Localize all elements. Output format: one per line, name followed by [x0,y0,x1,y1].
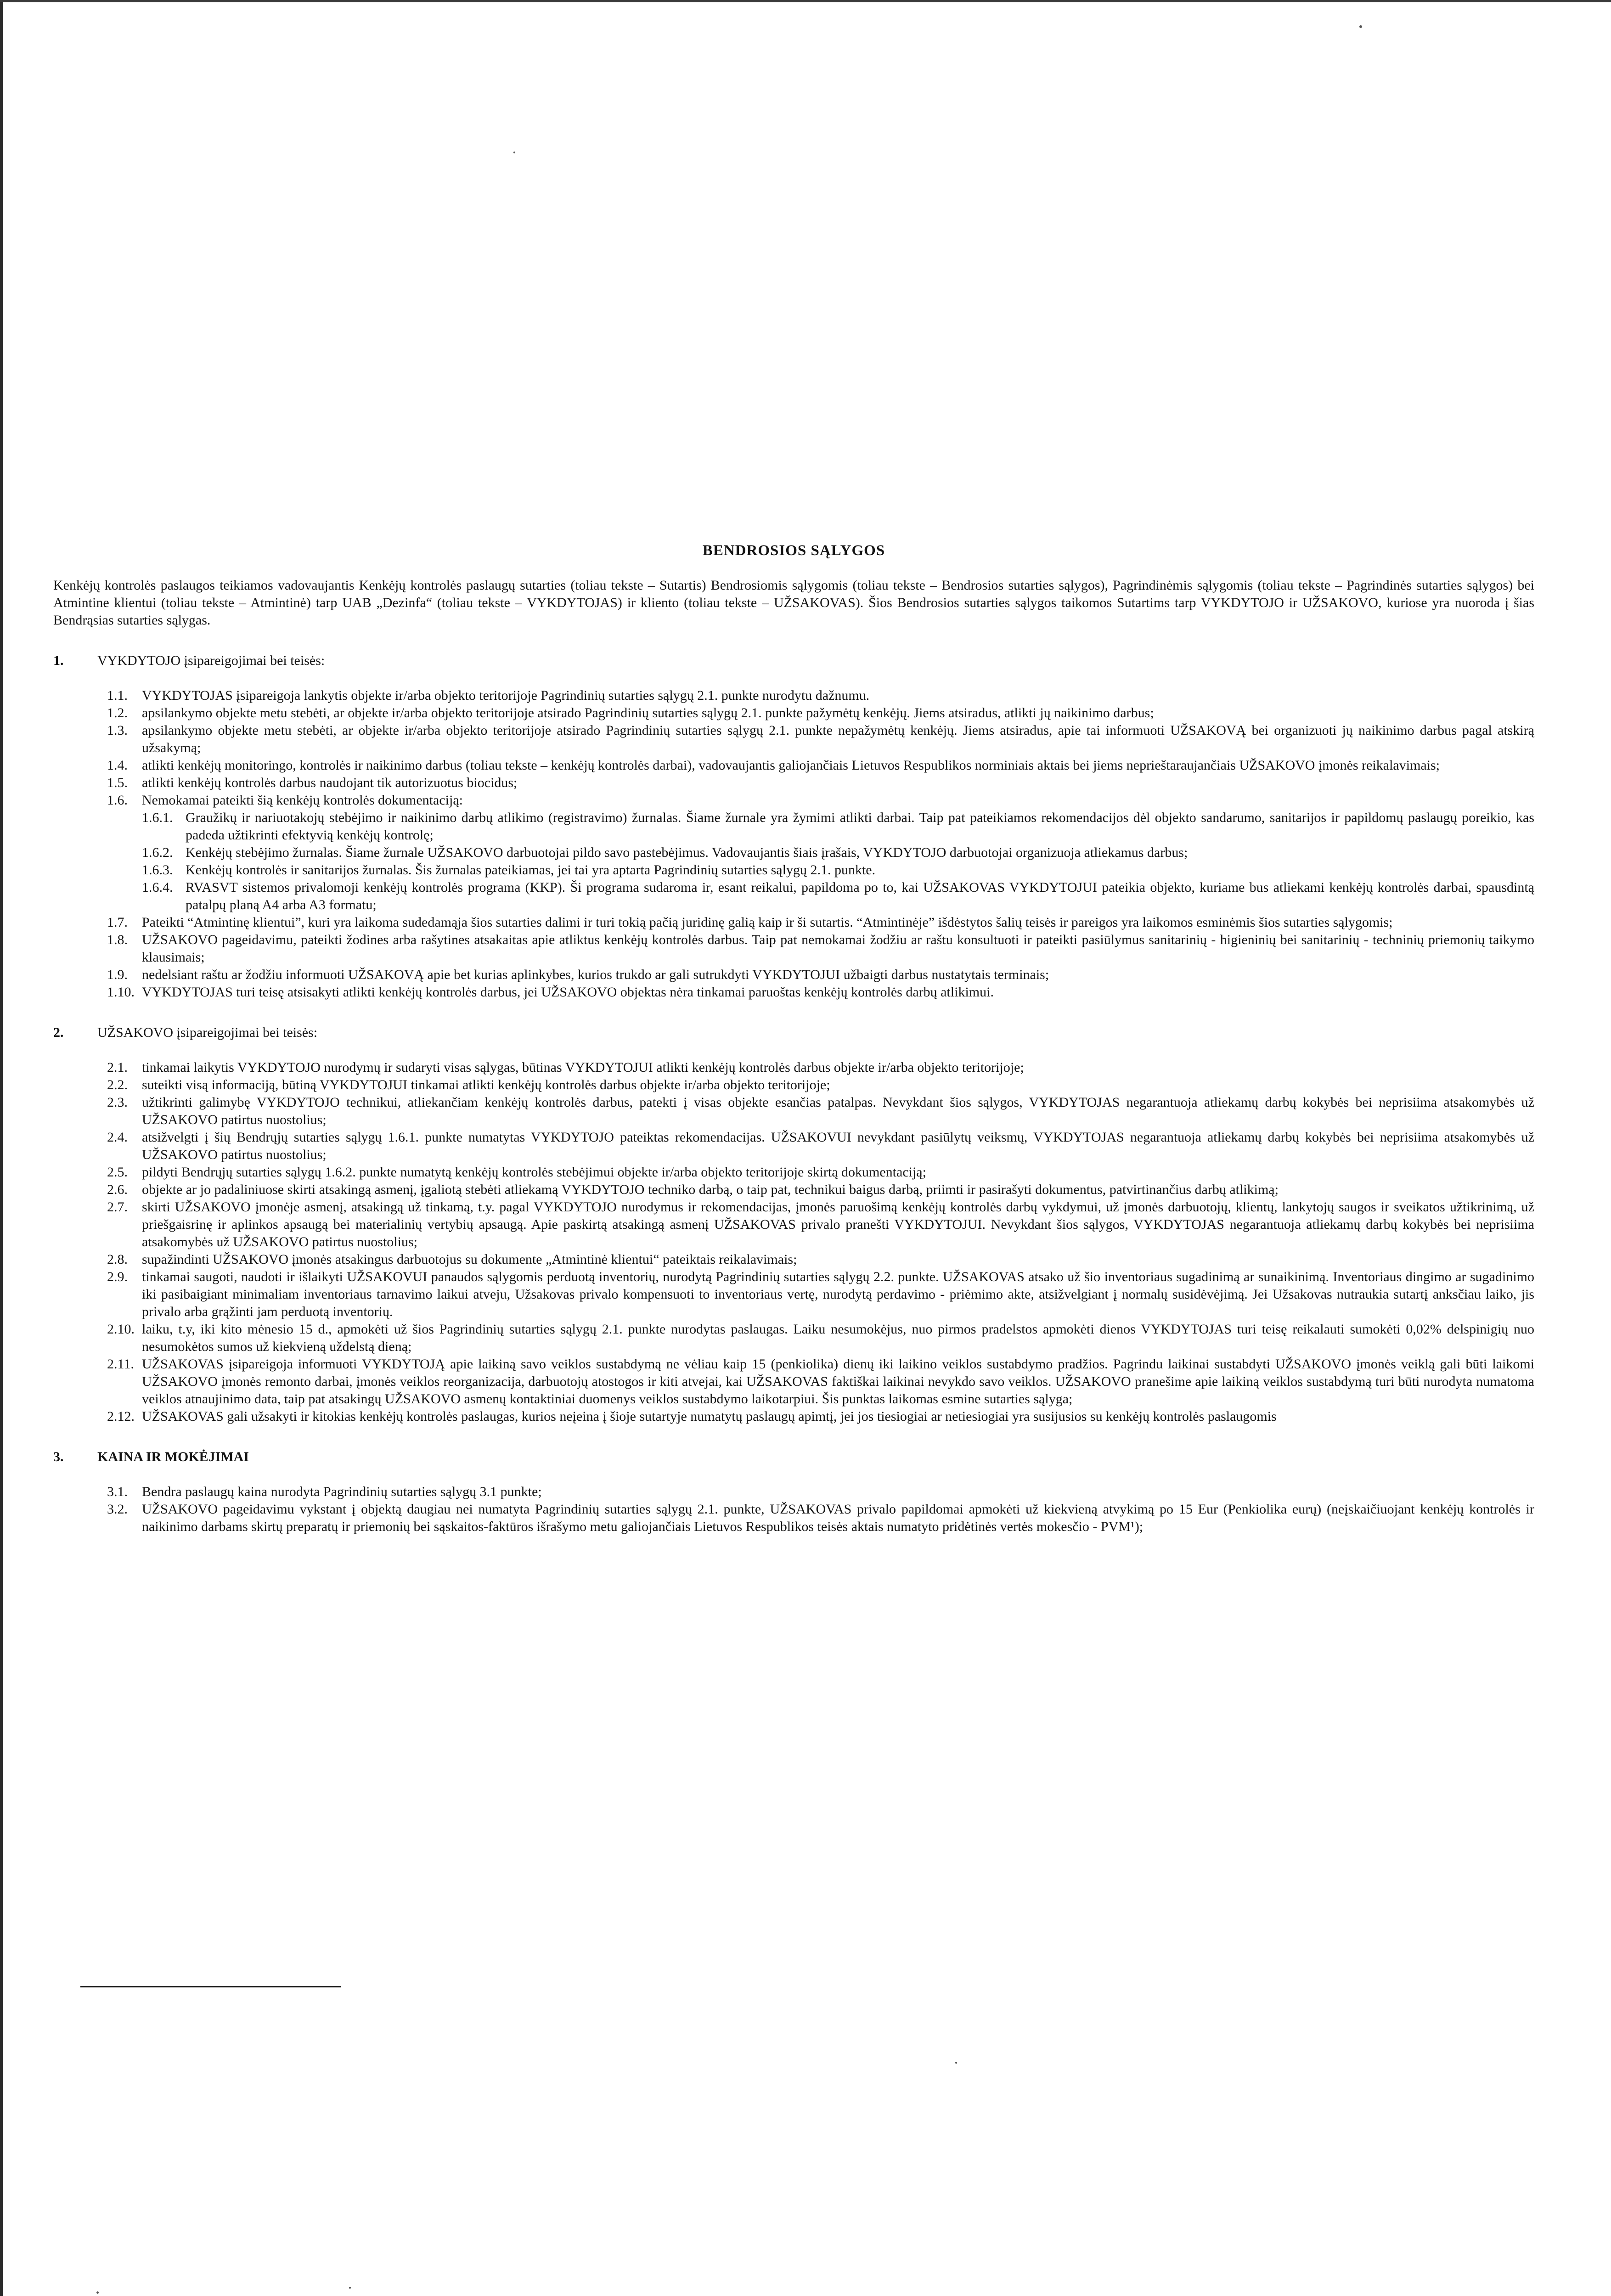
clause-number: 1.5. [107,775,128,790]
section-heading [53,1448,1534,1466]
clause-text: atsižvelgti į šių Bendrųjų sutarties sąlygų 1.6.1. punkte numatytas VYKDYTOJO pateiktas rekomendacijas. UŽSAKOVUI nevykdant pasiūlytų veiksmų, VYKDYTOJAS negarantuoja atliekamų darbų kokybės bei neprisiima atsakomybės už UŽSAKOVO patirtus nuostolius; [142,1130,1534,1162]
clause-text: tinkamai saugoti, naudoti ir išlaikyti UŽSAKOVUI panaudos sąlygomis perduotą inventorių, nurodytą Pagrindinių sutarties sąlygų 2.2. punkte. UŽSAKOVAS atsako už šio inventoriaus sugadinimą ar sunaikinimą. Inventoriaus dingimo ar sugadinimo iki pasibaigiant minimaliam inventoriaus tarnavimo laikui atveju, Užsakovas privalo kompensuoti to inventoriaus vertę, nurodytą perdavimo - priėmimo akte, atsižvelgiant į normalų susidėvėjimą. Jei Užsakovas nutraukia sutartį anksčiau laiko, jis privalo arba grąžinti jam perduotą inventorių. [142,1269,1534,1319]
clause [53,1251,1534,1268]
clause [53,1059,1534,1076]
section-items [53,1483,1534,1536]
clause-text: UŽSAKOVO pageidavimu, pateikti žodines arba rašytines atsakaitas apie atliktus kenkėjų kontrolės darbus. Taip pat nemokamai žodžiu ar raštu konsultuoti ir pateikti pasiūlymus sanitarinių - higieninių bei sanitarinių - techninių priemonių taikymo klausimais; [142,932,1534,965]
clause-text: objekte ar jo padaliniuose skirti atsakingą asmenį, įgaliotą stebėti atliekamą VYKDYTOJO techniko darbą, o taip pat, technikui baigus darbą, priimti ir pasirašyti dokumentus, patvirtinančius darbų atlikimą; [142,1182,1279,1197]
clause-number: 1.10. [107,985,135,1000]
scan-edge-top [0,0,1611,2]
clause [53,1321,1534,1356]
section-heading [53,652,1534,670]
clause-text: laiku, t.y, iki kito mėnesio 15 d., apmokėti už šios Pagrindinių sutarties sąlygų 2.1. punkte nurodytas paslaugas. Laiku nesumokėjus, nuo pirmos pradelstos apmokėti dienos VYKDYTOJAS turi teisę reikalauti sumokėti 0,02% delspinigių nuo nesumokėtos sumos už kiekvieną uždelstą dieną; [142,1322,1534,1354]
clause-number: 1.2. [107,705,128,720]
section-number: 1. [53,653,64,668]
clause-number: 1.1. [107,688,128,703]
clause-number: 1.6. [107,793,128,808]
section-heading [53,1024,1534,1041]
sections-container [53,652,1534,1536]
subclause-number: 1.6.3. [142,862,173,878]
clause [53,931,1534,966]
subclause-text: RVASVT sistemos privalomoji kenkėjų kontrolės programa (KKP). Ši programa sudaroma ir, esant reikalui, papildoma po to, kai UŽSAKOVAS VYKDYTOJUI pateikia objekto, kuriame bus atliekami kenkėjų kontrolės darbai, spausdintą patalpų planą A4 arba A3 formatu; [186,880,1534,912]
clause-number: 1.3. [107,723,128,738]
clause [53,1094,1534,1129]
clause-number: 2.8. [107,1252,128,1267]
clause [53,1076,1534,1094]
clause-text: skirti UŽSAKOVO įmonėje asmenį, atsakingą už tinkamą, t.y. pagal VYKDYTOJO nurodymus ir rekomendacijas, įmonės paruošimą kenkėjų kontrolės darbų vykdymui, už įmonės darbuotojų, klientų, lankytojų saugos ir sveikatos užtikrinimą, už priešgaisrinę ir aplinkos apsaugą bei materialinių vertybių apsaugą. Apie paskirtą atsakingą asmenį UŽSAKOVAS privalo pranešti VYKDYTOJUI. Nevykdant šios sąlygos, VYKDYTOJAS negarantuoja atliekamų darbų kokybės bei neprisiima atsakomybės už UŽSAKOVO patirtus nuostolius; [142,1199,1534,1249]
clause-number: 2.11. [107,1356,134,1372]
clause [53,687,1534,704]
clause [53,1181,1534,1199]
document-title: BENDROSIOS SĄLYGOS [702,542,885,559]
clause [53,984,1534,1001]
scan-speck [96,2291,99,2294]
section-title: KAINA IR MOKĖJIMAI [97,1449,249,1464]
clause [53,792,1534,809]
clause-number: 3.2. [107,1502,128,1517]
subclause-number: 1.6.2. [142,845,173,860]
clause [53,966,1534,984]
clause-number: 3.1. [107,1484,128,1499]
clause-text: Pateikti “Atmintinę klientui”, kuri yra laikoma sudedamąja šios sutarties dalimi ir turi tokią pačią juridinę galią kaip ir ši sutartis. “Atmintinėje” išdėstytos šalių teisės ir pareigos yra laikomos esminėmis šios sutarties sąlygomis; [142,915,1393,930]
clause-text: užtikrinti galimybę VYKDYTOJO technikui, atliekančiam kenkėjų kontrolės darbus, patekti į visas objekte esančias patalpas. Nevykdant šios sąlygos, VYKDYTOJAS negarantuoja atliekamų darbų kokybės bei neprisiima atsakomybės už UŽSAKOVO patirtus nuostolius; [142,1095,1534,1127]
clause-number: 1.8. [107,932,128,947]
clause-number: 1.7. [107,915,128,930]
section-items [53,1059,1534,1425]
scan-speck [955,2062,957,2064]
clause-number: 2.5. [107,1165,128,1180]
clause [53,704,1534,722]
clause-text: apsilankymo objekte metu stebėti, ar objekte ir/arba objekto teritorijoje atsirado Pagrindinių sutarties sąlygų 2.1. punkte nepažymėtų kenkėjų. Jiems atsiradus, apie tai informuoti UŽSAKOVĄ bei organizuoti jų naikinimo darbus pagal atskirą užsakymą; [142,723,1534,755]
clause [53,757,1534,774]
clause-text: nedelsiant raštu ar žodžiu informuoti UŽSAKOVĄ apie bet kurias aplinkybes, kurios trukdo ar gali sutrukdyti VYKDYTOJUI užbaigti darbus nustatytais terminais; [142,967,1049,982]
clause-text: UŽSAKOVO pageidavimu vykstant į objektą daugiau nei numatyta Pagrindinių sutarties sąlygų 2.1. punkte, UŽSAKOVAS privalo papildomai apmokėti už kiekvieną atvykimą po 15 Eur (Penkiolika eurų) (neįskaičiuojant kenkėjų kontrolės ir naikinimo darbams skirtų preparatų ir priemonių bei sąskaitos-faktūros išrašymo metu galiojančiais Lietuvos Respublikos teisės aktais numatyto pridėtinės vertės mokesčio - PVM¹); [142,1502,1534,1534]
subclause [53,879,1534,914]
clause-text: Bendra paslaugų kaina nurodyta Pagrindinių sutarties sąlygų 3.1 punkte; [142,1484,542,1499]
section-items [53,687,1534,1001]
subclause-text: Kenkėjų kontrolės ir sanitarijos žurnalas. Šis žurnalas pateikiamas, jei tai yra aptarta Pagrindinių sutarties sąlygų 2.1. punkte. [186,862,876,878]
scan-speck [513,152,515,153]
clause [53,1356,1534,1408]
clause [53,722,1534,757]
clause-text: tinkamai laikytis VYKDYTOJO nurodymų ir sudaryti visas sąlygas, būtinas VYKDYTOJUI atlikti kenkėjų kontrolės darbus objekte ir/arba objekto teritorijoje; [142,1060,1024,1075]
clause-number: 2.3. [107,1095,128,1110]
clause-number: 1.9. [107,967,128,982]
clause-text: VYKDYTOJAS turi teisę atsisakyti atlikti kenkėjų kontrolės darbus, jei UŽSAKOVO objektas nėra tinkamai paruoštas kenkėjų kontrolės darbų atlikimui. [142,985,994,1000]
clause-number: 2.12. [107,1409,135,1424]
subclause-number: 1.6.4. [142,880,173,895]
clause-text: Nemokamai pateikti šią kenkėjų kontrolės dokumentaciją: [142,793,463,808]
clause [53,1501,1534,1536]
subclause [53,809,1534,844]
clause-number: 2.9. [107,1269,128,1284]
subclause [53,861,1534,879]
subclause [53,844,1534,861]
clause-text: suteikti visą informaciją, būtiną VYKDYTOJUI tinkamai atlikti kenkėjų kontrolės darbus objekte ir/arba objekto teritorijoje; [142,1077,830,1092]
clause-text: supažindinti UŽSAKOVO įmonės atsakingus darbuotojus su dokumente „Atmintinė klientui“ pateiktais reikalavimais; [142,1252,797,1267]
subclause-text: Graužikų ir nariuotakojų stebėjimo ir naikinimo darbų atlikimo (registravimo) žurnalas. Šiame žurnale yra žymimi atlikti darbai. Taip pat pateikiamos rekomendacijos dėl objekto sandarumo, sanitarijos ir papildomų paslaugų poreikio, kas padeda užtikrinti efektyvią kenkėjų kontrolę; [186,810,1534,843]
clause-number: 2.4. [107,1130,128,1145]
clause [53,1129,1534,1164]
clause-text: VYKDYTOJAS įsipareigoja lankytis objekte ir/arba objekto teritorijoje Pagrindinių sutarties sąlygų 2.1. punkte nurodytu dažnumu. [142,688,870,703]
clause [53,1483,1534,1501]
clause-number: 2.2. [107,1077,128,1092]
clause-text: atlikti kenkėjų kontrolės darbus naudojant tik autorizuotus biocidus; [142,775,518,790]
section-number: 3. [53,1449,64,1464]
section-title: UŽSAKOVO įsipareigojimai bei teisės: [97,1025,318,1040]
clause-number: 2.1. [107,1060,128,1075]
clause-number: 2.10. [107,1322,135,1337]
clause-number: 2.6. [107,1182,128,1197]
clause-number: 1.4. [107,758,128,773]
scan-speck [349,2287,351,2289]
section-number: 2. [53,1025,64,1040]
clause-number: 2.7. [107,1199,128,1215]
clause-text: pildyti Bendrųjų sutarties sąlygų 1.6.2. punkte numatytą kenkėjų kontrolės stebėjimui objekte ir/arba objekto teritorijoje skirtą dokumentaciją; [142,1165,926,1180]
clause [53,1164,1534,1181]
clause [53,914,1534,931]
clause-text: UŽSAKOVAS įsipareigoja informuoti VYKDYTOJĄ apie laikiną savo veiklos sustabdymą ne vėliau kaip 15 (penkiolika) dienų iki laikino veiklos sustabdymo pradžios. Pagrindu laikinai sustabdyti UŽSAKOVO įmonės veiklą gali būti laikomi UŽSAKOVO įmonės remonto darbai, įmonės veiklos reorganizacija, darbuotojų atostogos ir kiti atvejai, kai UŽSAKOVAS faktiškai laikinai nevykdo savo veiklos. UŽSAKOVO pranešime apie laikiną veiklos sustabdymą turi būti nurodyta numatoma veiklos atnaujinimo data, taip pat atsakingų UŽSAKOVO asmenų kontaktiniai duomenys veiklos sustabdymo laikotarpiui. Šis punktas laikomas esmine sutarties sąlyga; [142,1356,1534,1407]
subclause-number: 1.6.1. [142,810,173,825]
footnote-rule [80,1986,341,1987]
clause [53,1268,1534,1321]
section-title: VYKDYTOJO įsipareigojimai bei teisės: [97,653,325,668]
scan-speck [1359,25,1362,28]
subclause-text: Kenkėjų stebėjimo žurnalas. Šiame žurnale UŽSAKOVO darbuotojai pildo savo pastebėjimus. Vadovaujantis šiais įrašais, VYKDYTOJO darbuotojai organizuoja atliekamus darbus; [186,845,1188,860]
intro-paragraph: Kenkėjų kontrolės paslaugos teikiamos vadovaujantis Kenkėjų kontrolės paslaugų sutarties (toliau tekste – Sutartis) Bendrosiomis sąlygomis (toliau tekste – Bendrosios sutarties sąlygos), Pagrindinėmis sąlygomis (toliau tekste – Pagrindinės sutarties sąlygos) bei Atmintine klientui (toliau tekste – Atmintinė) tarp UAB „Dezinfa“ (toliau tekste – VYKDYTOJAS) ir kliento (toliau tekste – UŽSAKOVAS). Šios Bendrosios sutarties sąlygos taikomos Sutartims tarp VYKDYTOJO ir UŽSAKOVO, kuriose yra nuoroda į šias Bendrąsias sutarties sąlygas. [53,578,1534,628]
scan-edge-left [0,0,3,2296]
clause [53,774,1534,792]
clause [53,1408,1534,1425]
clause-text: UŽSAKOVAS gali užsakyti ir kitokias kenkėjų kontrolės paslaugas, kurios neįeina į šioje sutartyje numatytų paslaugų apimtį, jei jos tiesiogiai ar netiesiogiai yra susijusios su kenkėjų kontrolės paslaugomis [142,1409,1277,1424]
document-body [53,542,1534,1559]
clause [53,1199,1534,1251]
clause-text: atlikti kenkėjų monitoringo, kontrolės ir naikinimo darbus (toliau tekste – kenkėjų kontrolės darbai), vadovaujantis galiojančiais Lietuvos Respublikos norminiais aktais bei jiems neprieštaraujančiais UŽSAKOVO įmonės reikalavimais; [142,758,1440,773]
clause-text: apsilankymo objekte metu stebėti, ar objekte ir/arba objekto teritorijoje atsirado Pagrindinių sutarties sąlygų 2.1. punkte pažymėtų kenkėjų. Jiems atsiradus, atlikti jų naikinimo darbus; [142,705,1154,720]
